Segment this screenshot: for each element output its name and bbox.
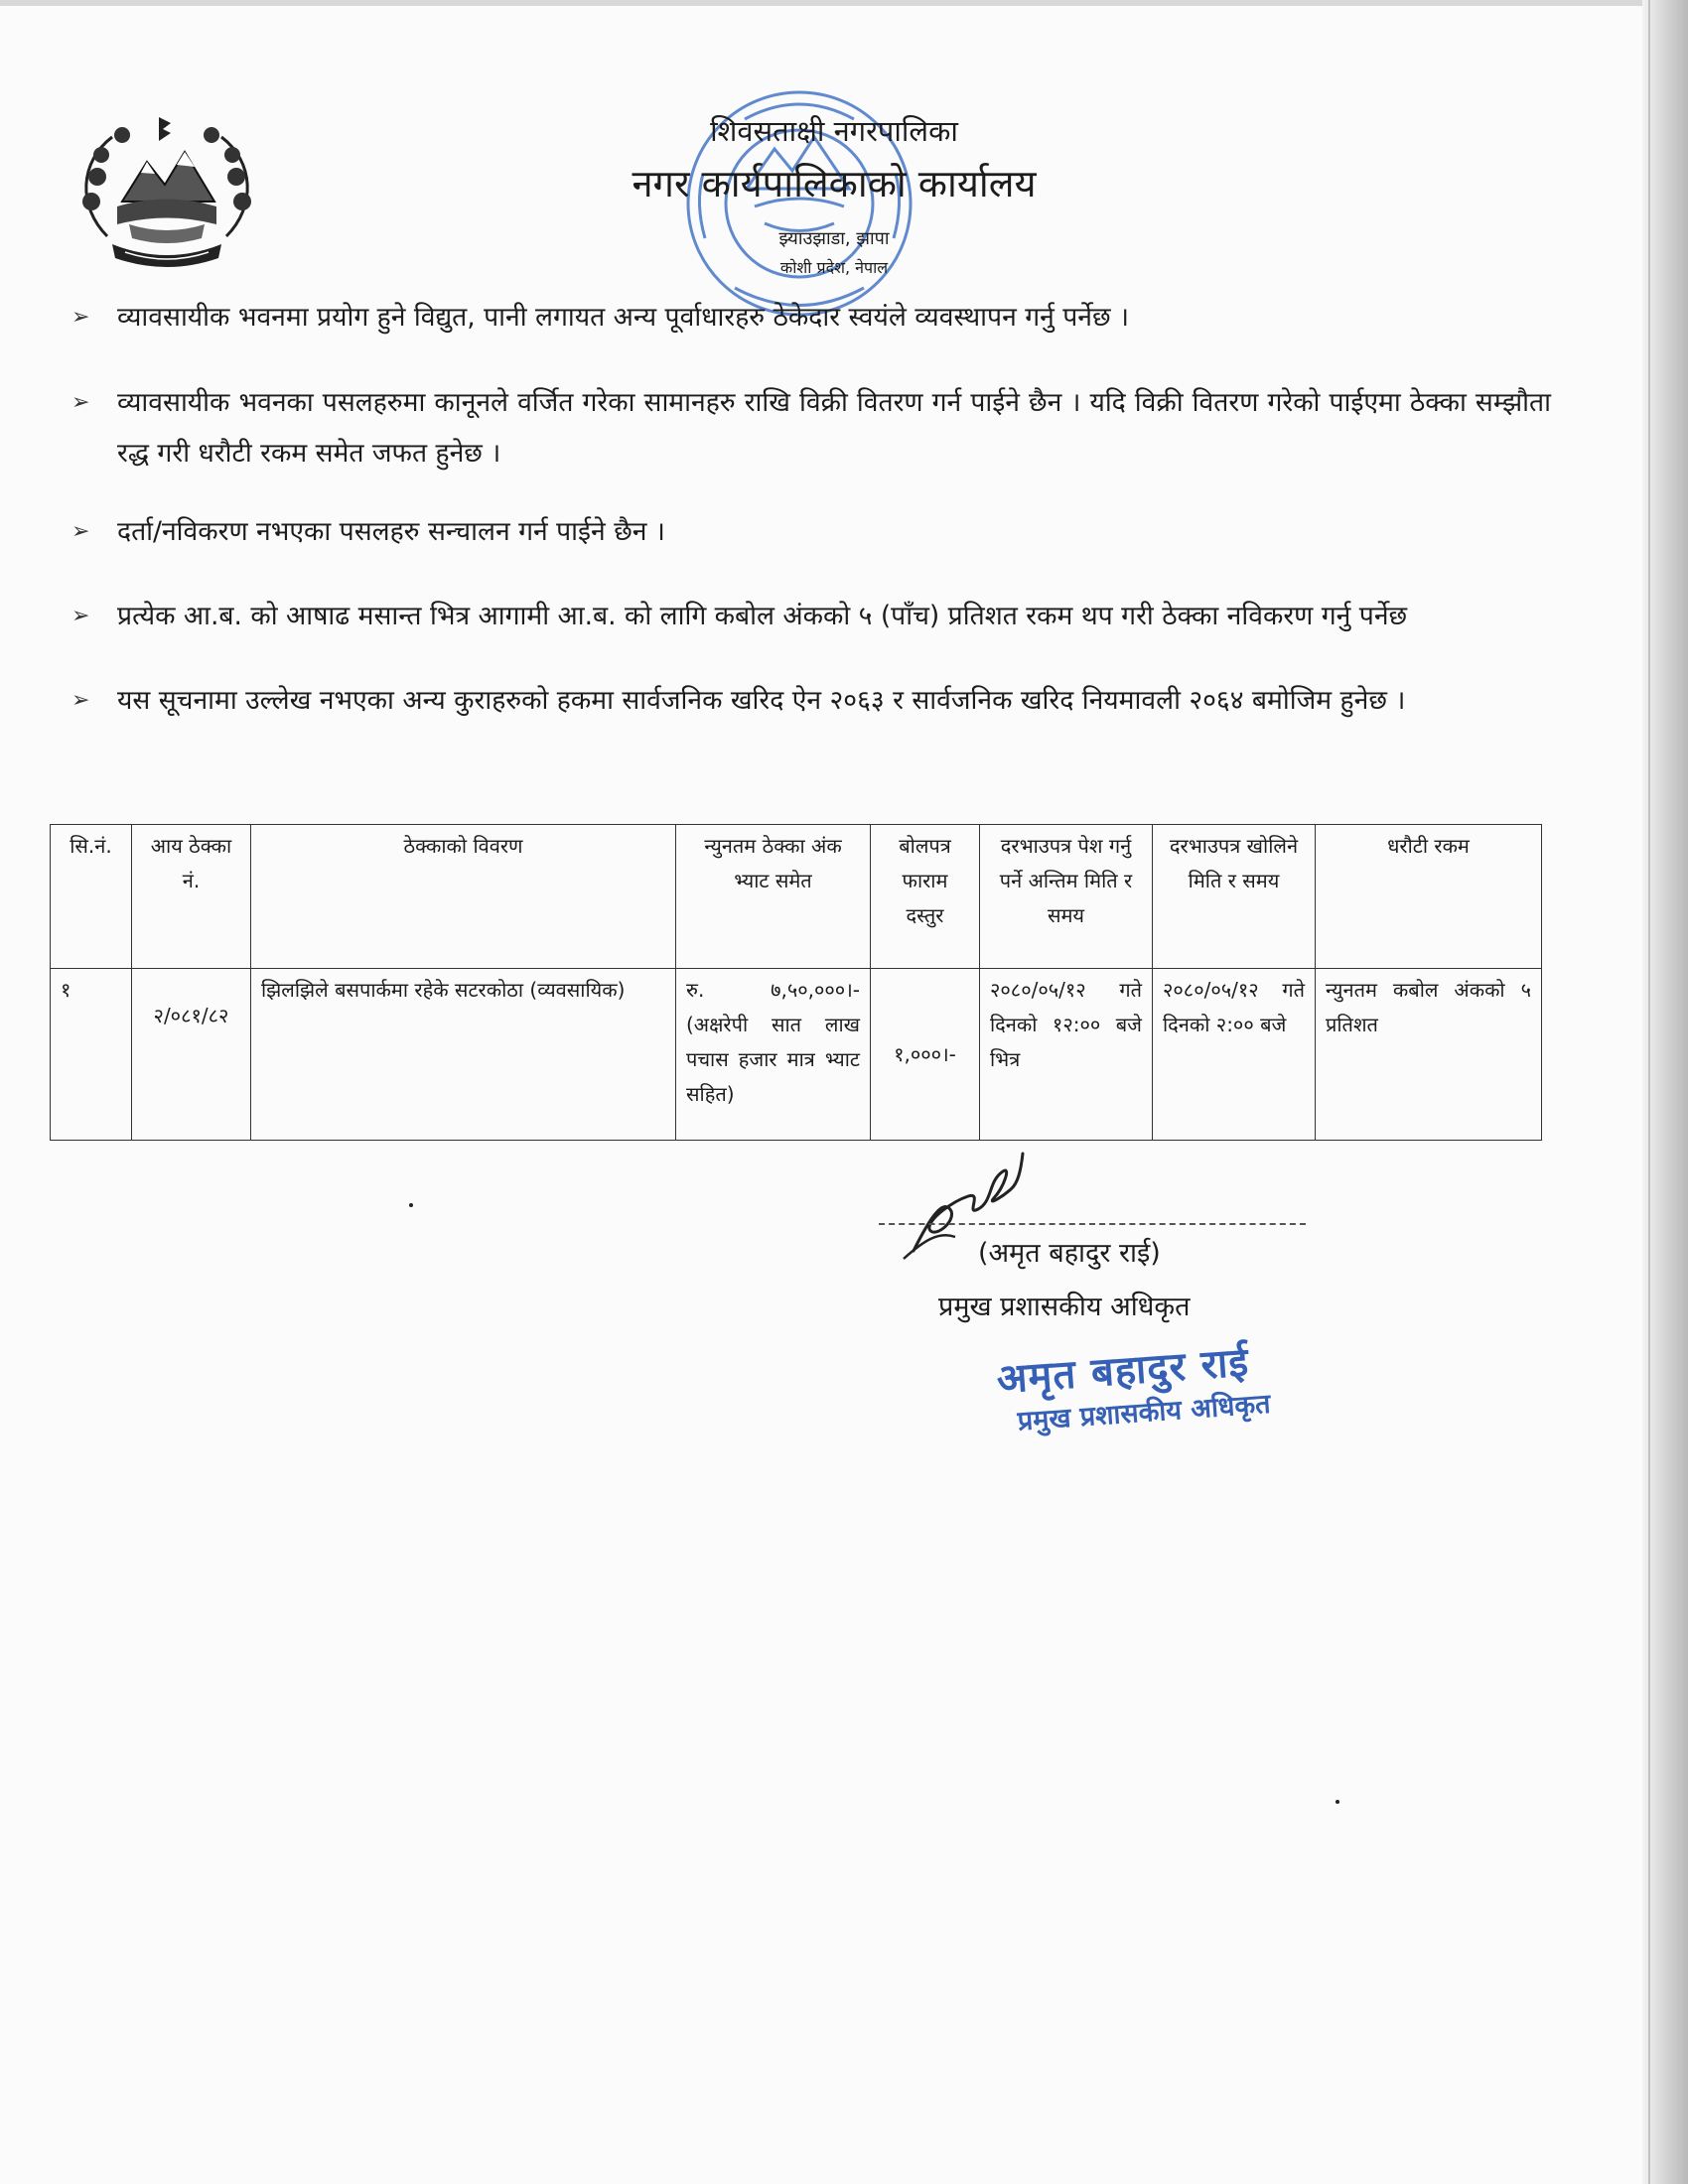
page-top-edge <box>0 0 1688 6</box>
arrow-bullet-icon: ➢ <box>71 519 90 544</box>
condition-item <box>71 377 1551 478</box>
condition-item <box>71 506 1551 557</box>
header-contract-no: आय ठेक्का नं. <box>132 825 251 969</box>
condition-item <box>71 675 1551 726</box>
arrow-bullet-icon: ➢ <box>71 688 90 713</box>
cell-min-amount: रु. ७,५०,०००।- (अक्षरेपी सात लाख पचास हजार मात्र भ्याट सहित) <box>676 969 871 1141</box>
scan-edge-line <box>1648 0 1650 2184</box>
header-deposit: धरौटी रकम <box>1316 825 1542 969</box>
cell-serial: १ <box>51 969 132 1141</box>
header-opening-time: दरभाउपत्र खोलिने मिति र समय <box>1153 825 1316 969</box>
condition-text: यस सूचनामा उल्लेख नभएका अन्य कुराहरुको हकमा सार्वजनिक खरिद ऐन २०६३ र सार्वजनिक खरिद नियमावली २०६४ बमोजिम हुनेछ । <box>117 685 1406 716</box>
signatory-title: प्रमुख प्रशासकीय अधिकृत <box>938 1292 1191 1322</box>
condition-item <box>71 292 1551 342</box>
arrow-bullet-icon: ➢ <box>71 604 90 628</box>
cell-submission-deadline: २०८०/०५/१२ गते दिनको १२:०० बजे भित्र <box>980 969 1153 1141</box>
stamp-name: अमृत बहादुर राई <box>995 1339 1251 1403</box>
header-form-fee: बोलपत्र फाराम दस्तुर <box>871 825 980 969</box>
condition-text: प्रत्येक आ.ब. को आषाढ मसान्त भित्र आगामी आ.ब. को लागि कबोल अंकको ५ (पाँच) प्रतिशत रकम थप गरी ठेक्का नविकरण गर्नु पर्नेछ <box>117 601 1408 631</box>
arrow-bullet-icon: ➢ <box>71 390 90 415</box>
condition-item <box>71 591 1551 641</box>
officer-name-stamp <box>995 1331 1272 1439</box>
cell-contract-no: २/०८१/८२ <box>132 969 251 1141</box>
address-line-2: कोशी प्रदेश, नेपाल <box>779 258 889 277</box>
header-submission-deadline: दरभाउपत्र पेश गर्नु पर्ने अन्तिम मिति र समय <box>980 825 1153 969</box>
table-header-row <box>51 825 1542 969</box>
header-min-amount: न्युनतम ठेक्का अंक भ्याट समेत <box>676 825 871 969</box>
arrow-bullet-icon: ➢ <box>71 305 90 330</box>
signatory-name: (अमृत बहादुर राई) <box>978 1238 1161 1269</box>
condition-text: दर्ता/नविकरण नभएका पसलहरु सन्चालन गर्न पाईने छैन । <box>117 516 665 547</box>
signature-line <box>879 1223 1306 1225</box>
header-description: ठेक्काको विवरण <box>251 825 676 969</box>
scan-speck <box>1336 1800 1339 1804</box>
condition-text: व्यावसायीक भवनमा प्रयोग हुने विद्युत, पानी लगायत अन्य पूर्वाधारहरु ठेकेदार स्वयंले व्यवस्थापन गर्नु पर्नेछ । <box>117 302 1130 333</box>
address-line-1: झ्याउझाडा, झापा <box>778 228 890 249</box>
header-serial: सि.नं. <box>51 825 132 969</box>
cell-deposit: न्युनतम कबोल अंकको ५ प्रतिशत <box>1316 969 1542 1141</box>
table-row <box>51 969 1542 1141</box>
cell-opening-time: २०८०/०५/१२ गते दिनको २:०० बजे <box>1153 969 1316 1141</box>
cell-form-fee: १,०००।- <box>871 969 980 1141</box>
municipality-name: शिवसताक्षी नगरपालिका <box>710 114 958 148</box>
office-title: नगर कार्यपालिकाको कार्यालय <box>632 162 1037 205</box>
tender-table <box>50 824 1542 1141</box>
condition-text: व्यावसायीक भवनका पसलहरुमा कानूनले वर्जित गरेका सामानहरु राखि विक्री वितरण गर्न पाईने छैन । यदि विक्री वितरण गरेको पाईएमा ठेक्का सम्झौता रद्ध गरी धरौटी रकम समेत जफत हुनेछ । <box>117 387 1551 469</box>
cell-description: झिलझिले बसपार्कमा रहेके सटरकोठा (व्यवसायिक) <box>251 969 676 1141</box>
scan-speck <box>409 1203 413 1207</box>
government-emblem-icon <box>68 107 266 276</box>
stamp-title: प्रमुख प्रशासकीय अधिकृत <box>1016 1388 1272 1437</box>
